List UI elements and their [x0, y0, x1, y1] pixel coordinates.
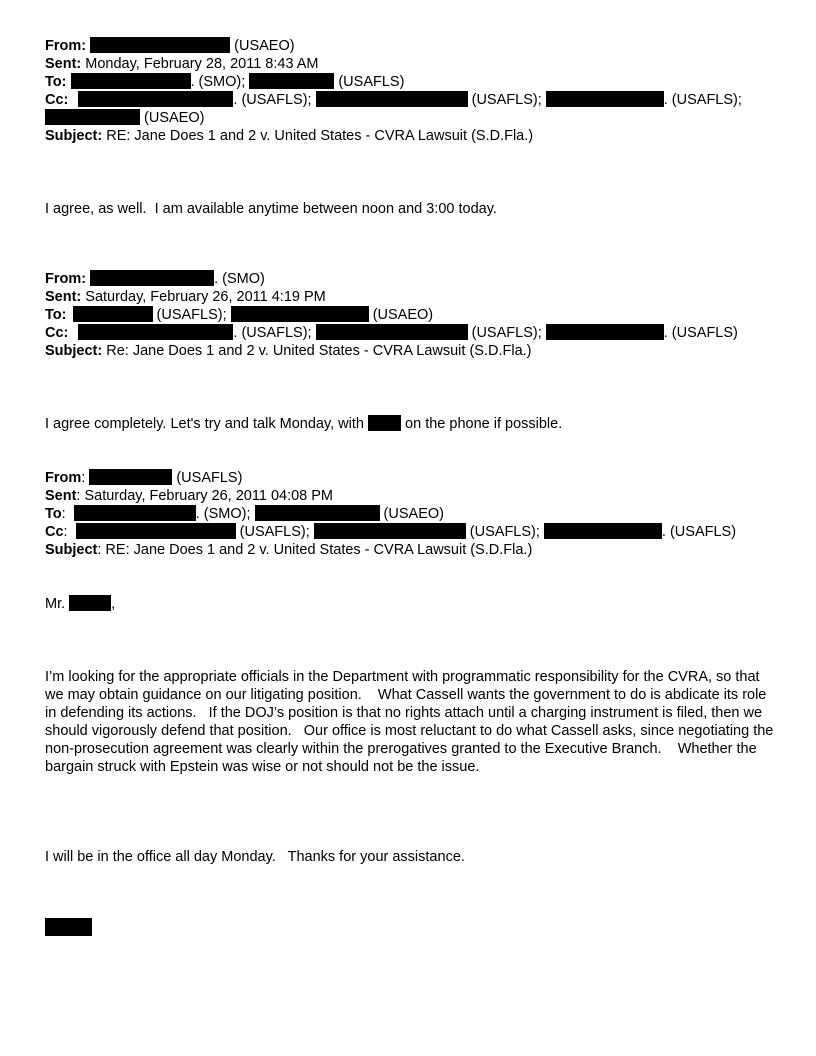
from-label: From:: [45, 38, 87, 54]
email3-paragraph-1: I’m looking for the appropriate officials in the Department with programmatic responsibility for the CVRA, so that we may obtain guidance on our litigating position. What Cassell wants the government to do is abdicate its role in defending its actions. If the DOJ’s position is that no rights attach until a charging instrument is filed, then we should vigorously defend that position. Our office is most reluctant to do what Cassell asks, since negotiating the non-prosecution agreement was clearly within the prerogatives granted to the Executive Branch. Whether the bargain struck with Epstein was wise or not should not be the issue.: [45, 669, 778, 775]
from-org: (USAFLS): [176, 470, 243, 486]
email3-from-line: From: (USAFLS): [45, 470, 243, 486]
to-label: To: [45, 506, 62, 522]
email1-sent-line: [45, 55, 319, 73]
salutation-text: Mr.: [45, 596, 66, 612]
redaction: [314, 523, 466, 539]
email1-body: I agree, as well. I am available anytime between noon and 3:00 today.: [45, 201, 497, 217]
redaction: [69, 595, 111, 611]
email3-to-line: To: . (SMO); (USAEO): [45, 506, 444, 522]
sent-label: Sent:: [45, 56, 82, 72]
sent-value: Monday, February 28, 2011 8:43 AM: [85, 56, 319, 72]
email3-salutation: [45, 595, 115, 613]
body-text: on the phone if possible.: [405, 416, 563, 432]
to-org: . (SMO);: [190, 74, 246, 90]
cc-org: (USAFLS);: [471, 325, 542, 341]
cc-org: . (USAFLS);: [233, 325, 312, 341]
redaction: [316, 324, 468, 340]
email2-cc-line: [45, 324, 738, 342]
redaction: [546, 91, 664, 107]
sent-label: Sent:: [45, 289, 82, 305]
redaction: [316, 91, 468, 107]
to-label: To:: [45, 307, 67, 323]
cc-org: . (USAFLS);: [663, 92, 742, 108]
email1-subject-line: [45, 127, 533, 145]
to-org: (USAFLS);: [156, 307, 227, 323]
cc-org: (USAFLS);: [469, 524, 540, 540]
to-org: (USAEO): [372, 307, 434, 323]
email2-to-line: [45, 306, 433, 324]
redaction: [78, 324, 233, 340]
to-label: To:: [45, 74, 67, 90]
subject-label: Subject: [45, 542, 98, 558]
email3-cc-line: Cc: (USAFLS); (USAFLS); . (USAFLS): [45, 524, 737, 540]
subject-label: Subject:: [45, 128, 103, 144]
redaction: [90, 270, 214, 286]
cc-org: . (USAFLS);: [233, 92, 312, 108]
email1-cc-line-2: [45, 109, 204, 127]
redaction: [368, 415, 401, 431]
cc-org: (USAEO): [144, 110, 205, 126]
sent-value: : Saturday, February 26, 2011 04:08 PM: [76, 488, 334, 504]
cc-label: Cc: [45, 524, 64, 540]
sent-label: Sent: [45, 488, 77, 504]
from-org: . (SMO): [214, 271, 265, 287]
redaction: [45, 109, 140, 125]
cc-org: . (USAFLS): [663, 325, 738, 341]
redaction: [231, 306, 369, 322]
redaction: [249, 73, 334, 89]
email2-from-line: [45, 270, 265, 288]
redaction: [71, 73, 191, 89]
email2-subject-line: [45, 342, 532, 360]
to-org: (USAEO): [383, 506, 444, 522]
salutation-text: ,: [111, 596, 116, 612]
redaction: [89, 469, 172, 485]
email3-subject-line: [45, 541, 532, 559]
cc-org: (USAFLS);: [471, 92, 542, 108]
email2-sent-line: [45, 288, 326, 306]
from-label: From: [45, 470, 82, 486]
subject-value: Re: Jane Does 1 and 2 v. United States - CVRA Lawsuit (S.D.Fla.): [106, 343, 532, 359]
redaction: [546, 324, 664, 340]
redaction: [76, 523, 236, 539]
subject-label: Subject:: [45, 343, 103, 359]
redaction: [73, 306, 153, 322]
email3-signature: [45, 918, 92, 938]
email3-sent-line: [45, 487, 333, 505]
email3-paragraph-2: I will be in the office all day Monday. Thanks for your assistance.: [45, 849, 465, 865]
redaction: [90, 37, 230, 53]
cc-label: Cc:: [45, 325, 69, 341]
redaction: [74, 505, 196, 521]
redaction: [45, 918, 92, 936]
email1-to-line: [45, 73, 404, 91]
email1-cc-line: [45, 91, 742, 109]
body-text: I agree completely. Let's try and talk Monday, with: [45, 416, 364, 432]
redaction: [255, 505, 380, 521]
from-label: From:: [45, 271, 87, 287]
subject-value: : RE: Jane Does 1 and 2 v. United States - CVRA Lawsuit (S.D.Fla.): [97, 542, 533, 558]
email2-body: [45, 415, 562, 433]
redaction: [78, 91, 233, 107]
from-org: (USAEO): [234, 38, 295, 54]
sent-value: Saturday, February 26, 2011 4:19 PM: [85, 289, 326, 305]
subject-value: RE: Jane Does 1 and 2 v. United States - CVRA Lawsuit (S.D.Fla.): [106, 128, 534, 144]
to-org: (USAFLS): [338, 74, 405, 90]
redaction: [544, 523, 662, 539]
cc-org: . (USAFLS): [661, 524, 737, 540]
email1-from-line: [45, 37, 295, 55]
cc-label: Cc:: [45, 92, 69, 108]
to-org: . (SMO);: [195, 506, 251, 522]
cc-org: (USAFLS);: [239, 524, 310, 540]
